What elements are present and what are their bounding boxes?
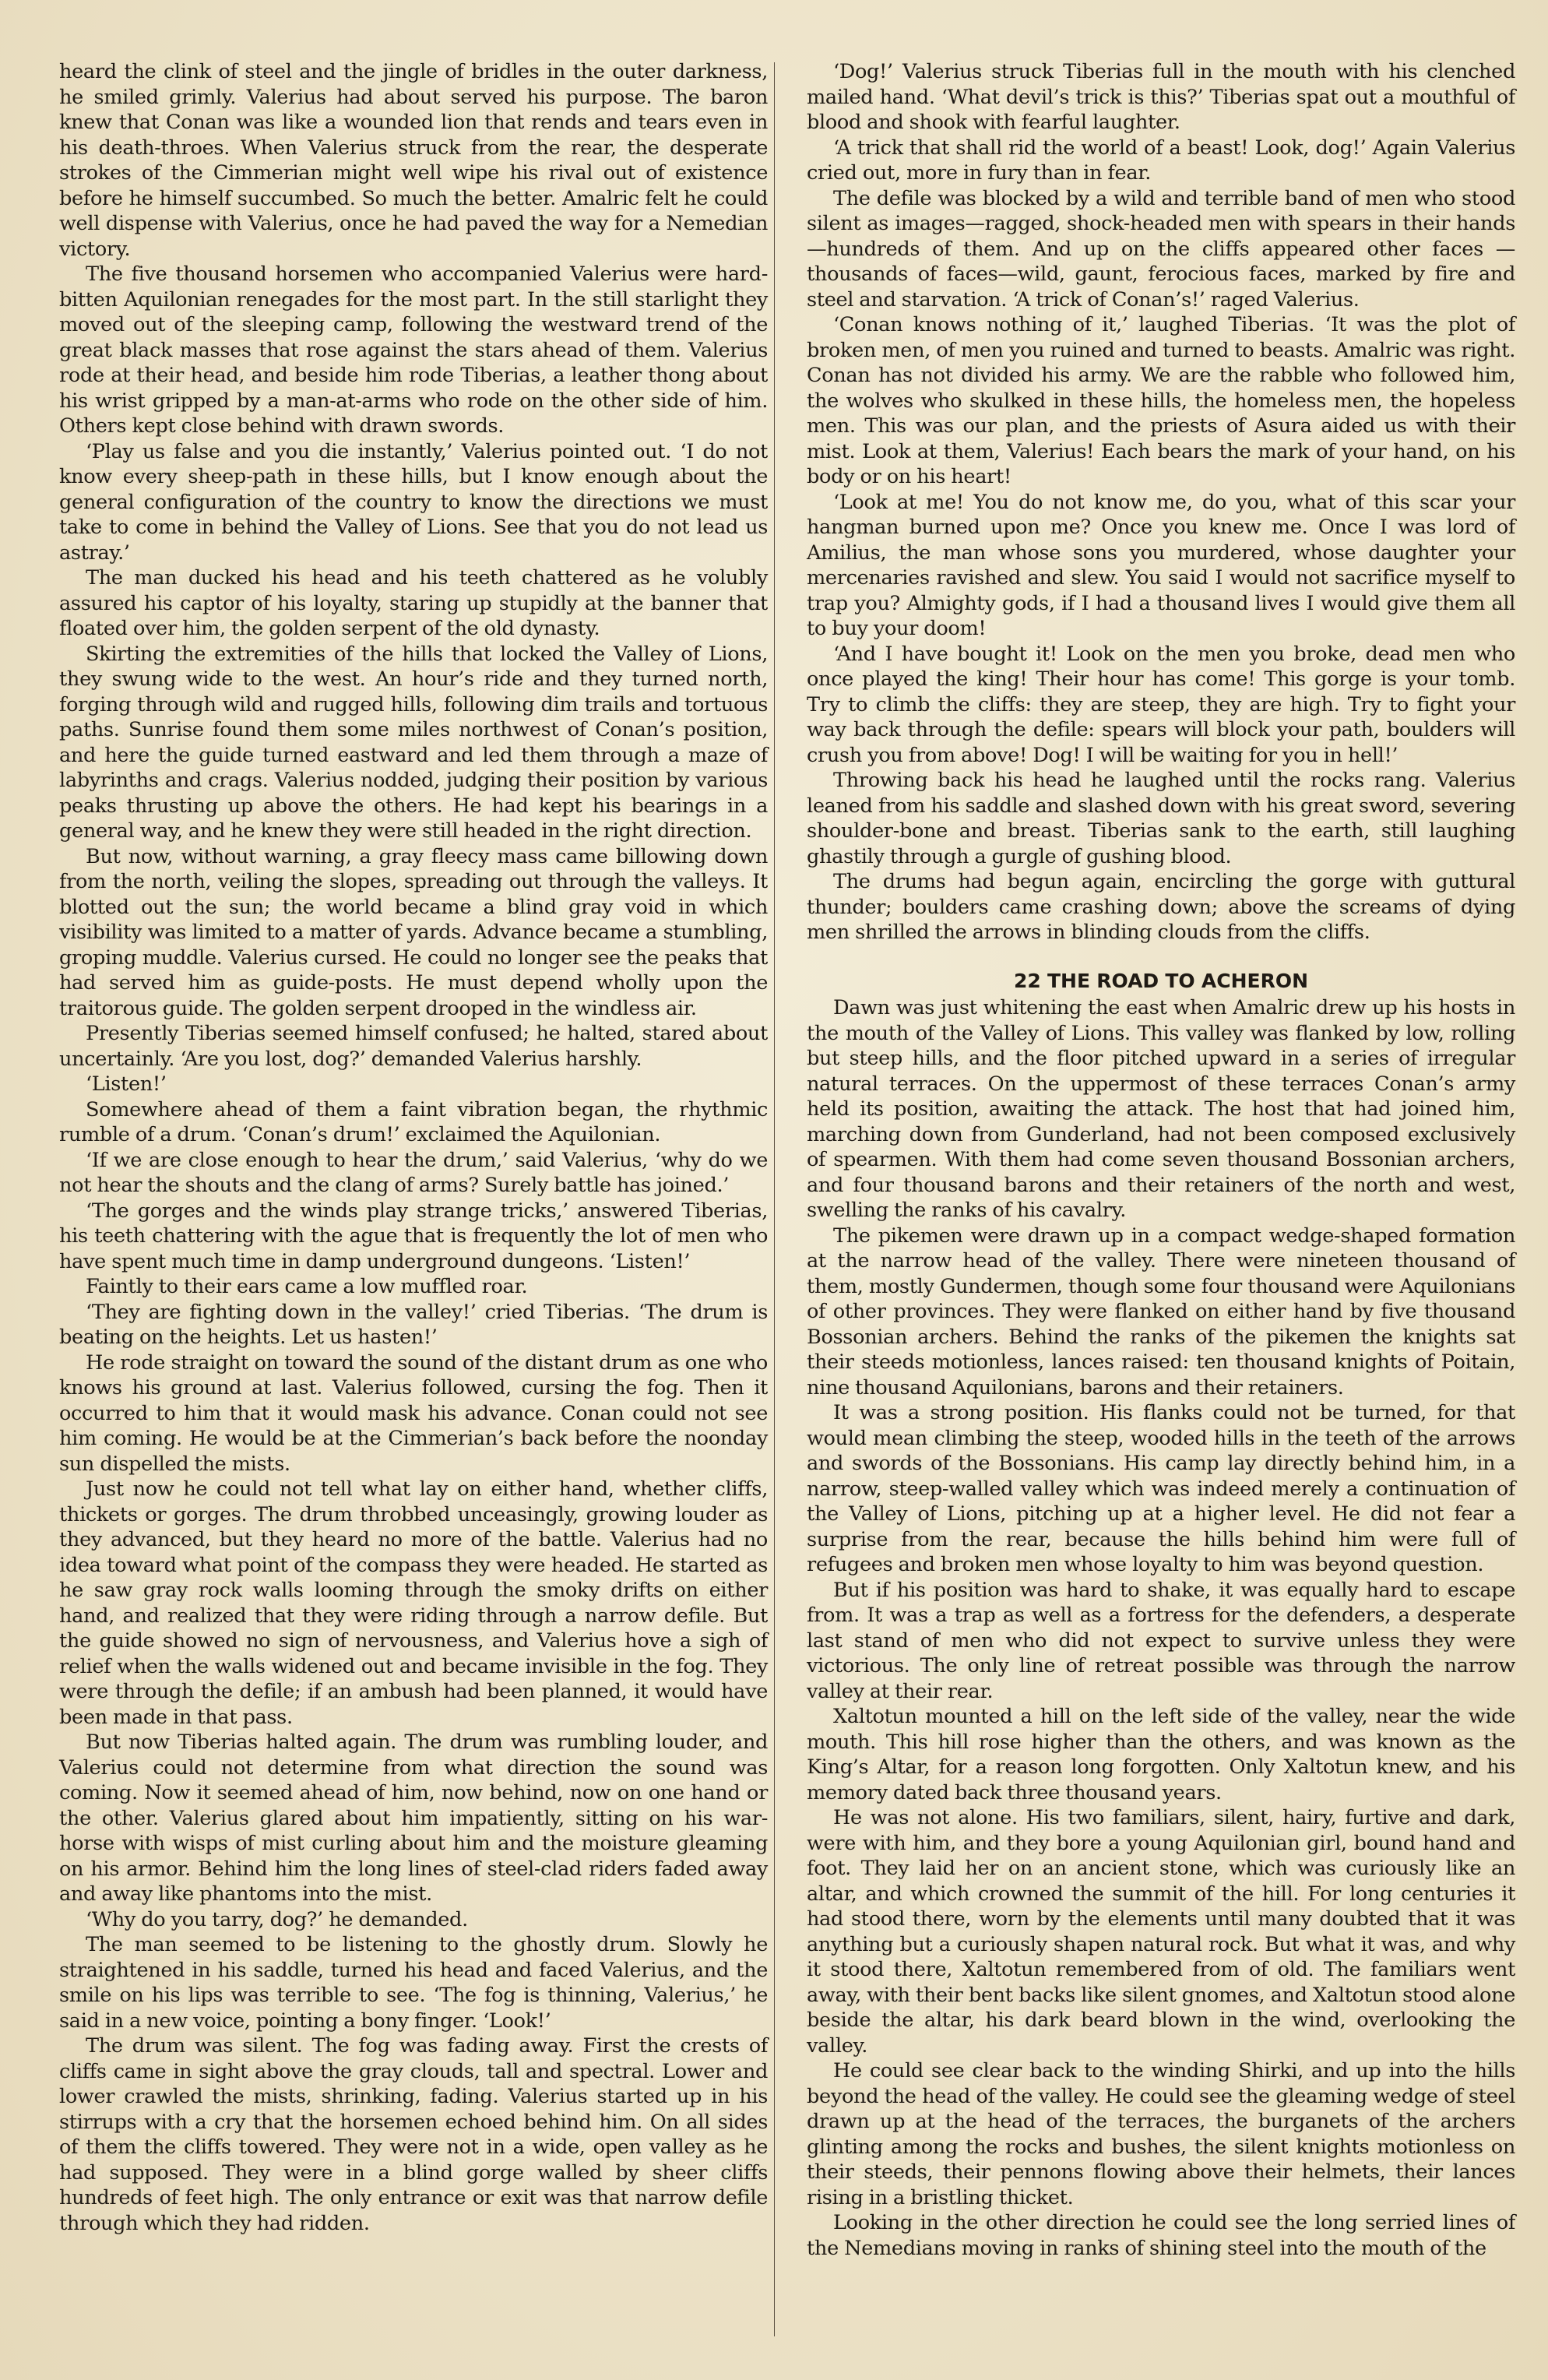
paragraph: Presently Tiberias seemed himself confused; he halted, stared about uncertainly. ‘Are you lost, dog?’ demanded Valerius harshly. [59,1022,768,1071]
left-text-column [59,59,768,2236]
chapter-heading: 22 THE ROAD TO ACHERON [1013,969,1309,992]
paragraph: Xaltotun mounted a hill on the left side of the valley, near the wide mouth. This hill rose higher than the others, and was known as the King’s Altar, for a reason long forgotten. Only Xaltotun knew, and his memory dated back three thousand years. [807,1705,1515,1804]
paragraph: Somewhere ahead of them a faint vibration began, the rhythmic rumble of a drum. ‘Conan’s drum!’ exclaimed the Aquilonian. [59,1097,768,1146]
paragraph: Just now he could not tell what lay on either hand, whether cliffs, thickets or gorges. The drum throbbed unceasingly, growing louder as they advanced, but they heard no more of the battle. Valerius had no idea toward what point of the compass they were headed. He started as he saw gray rock walls looming through the smoky drifts on either hand, and realized that they were riding through a narrow defile. But the guide showed no sign of nervousness, and Valerius hove a sigh of relief when the walls widened out and became invisible in the fog. They were through the defile; if an ambush had been planned, it would have been made in that pass. [59,1477,768,1729]
paragraph: ‘If we are close enough to hear the drum,’ said Valerius, ‘why do we not hear the shouts and the clang of arms? Surely battle has joined.’ [59,1148,768,1197]
paragraph: The drum was silent. The fog was fading away. First the crests of cliffs came in sight above the gray clouds, tall and spectral. Lower and lower crawled the mists, shrinking, fading. Valerius started up in his stirrups with a cry that the horsemen echoed behind him. On all sides of them the cliffs towered. They were not in a wide, open valley as he had supposed. They were in a blind gorge walled by sheer cliffs hundreds of feet high. The only entrance or exit was that narrow defile through which they had ridden. [59,2034,768,2235]
paragraph: Dawn was just whitening the east when Amalric drew up his hosts in the mouth of the Valley of Lions. This valley was flanked by low, rolling but steep hills, and the floor pitched upward in a series of irregular natural terraces. On the uppermost of these terraces Conan’s army held its position, awaiting the attack. The host that had joined him, marching down from Gunderland, had not been composed exclusively of spearmen. With them had come seven thousand Bossonian archers, and four thousand barons and their retainers of the north and west, swelling the ranks of his cavalry. [807,996,1515,1222]
right-text-column [807,59,1515,2261]
paragraph: The man ducked his head and his teeth chattered as he volubly assured his captor of his loyalty, staring up stupidly at the banner that floated over him, the golden serpent of the old dynasty. [59,566,768,640]
paragraph: ‘Listen!’ [86,1072,167,1096]
column-divider [774,62,775,2336]
paragraph: He could see clear back to the winding Shirki, and up into the hills beyond the head of the valley. He could see the gleaming wedge of steel drawn up at the head of the terraces, the burganets of the archers glinting among the rocks and bushes, the silent knights motionless on their steeds, their pennons flowing above their helmets, their lances rising in a bristling thicket. [807,2059,1515,2209]
paragraph: He was not alone. His two familiars, silent, hairy, furtive and dark, were with him, and they bore a young Aquilonian girl, bound hand and foot. They laid her on an ancient stone, which was curiously like an altar, and which crowned the summit of the hill. For long centuries it had stood there, worn by the elements until many doubted that it was anything but a curiously shapen natural rock. But what it was, and why it stood there, Xaltotun remembered from of old. The familiars went away, with their bent backs like silent gnomes, and Xaltotun stood alone beside the altar, his dark beard blown in the wind, overlooking the valley. [807,1806,1515,2058]
paragraph: ‘Conan knows nothing of it,’ laughed Tiberias. ‘It was the plot of broken men, of men you ruined and turned to beasts. Amalric was right. Conan has not divided his army. We are the rabble who followed him, the wolves who skulked in these hills, the homeless men, the hopeless men. This was our plan, and the priests of Asura aided us with their mist. Look at them, Valerius! Each bears the mark of your hand, on his body or on his heart! [807,313,1515,488]
paragraph: ‘A trick that shall rid the world of a beast! Look, dog!’ Again Valerius cried out, more in fury than in fear. [807,136,1515,185]
paragraph: Throwing back his head he laughed until the rocks rang. Valerius leaned from his saddle and slashed down with his great sword, severing shoulder-bone and breast. Tiberias sank to the earth, still laughing ghastily through a gurgle of gushing blood. [807,769,1515,868]
paragraph: ‘Why do you tarry, dog?’ he demanded. [86,1907,468,1931]
paragraph: The five thousand horsemen who accompanied Valerius were hard-bitten Aquilonian renegades for the most part. In the still starlight they moved out of the sleeping camp, following the westward trend of the great black masses that rose against the stars ahead of them. Valerius rode at their head, and beside him rode Tiberias, a leather thong about his wrist gripped by a man-at-arms who rode on the other side of him. Others kept close behind with drawn swords. [59,262,768,438]
paragraph: ‘Look at me! You do not know me, do you, what of this scar your hangman burned upon me? Once you knew me. Once I was lord of Amilius, the man whose sons you murdered, whose daughter your mercenaries ravished and slew. You said I would not sacrifice myself to trap you? Almighty gods, if I had a thousand lives I would give them all to buy your doom! [807,490,1515,640]
paragraph: The man seemed to be listening to the ghostly drum. Slowly he straightened in his saddle, turned his head and faced Valerius, and the smile on his lips was terrible to see. ‘The fog is thinning, Valerius,’ he said in a new voice, pointing a bony finger. ‘Look!’ [59,1933,768,2033]
paragraph: The drums had begun again, encircling the gorge with guttural thunder; boulders came crashing down; above the screams of dying men shrilled the arrows in blinding clouds from the cliffs. [807,870,1515,944]
paragraph: Looking in the other direction he could see the long serried lines of the Nemedians moving in ranks of shining steel into the mouth of the [807,2211,1515,2260]
paragraph: But now, without warning, a gray fleecy mass came billowing down from the north, veiling the slopes, spreading out through the valleys. It blotted out the sun; the world became a blind gray void in which visibility was limited to a matter of yards. Advance became a stumbling, groping muddle. Valerius cursed. He could no longer see the peaks that had served him as guide-posts. He must depend wholly upon the traitorous guide. The golden serpent drooped in the windless air. [59,844,768,1020]
paragraph: But if his position was hard to shake, it was equally hard to escape from. It was a trap as well as a fortress for the defenders, a desperate last stand of men who did not expect to survive unless they were victorious. The only line of retreat possible was through the narrow valley at their rear. [807,1578,1515,1703]
paragraph: Skirting the extremities of the hills that locked the Valley of Lions, they swung wide to the west. An hour’s ride and they turned north, forging through wild and rugged hills, following dim trails and tortuous paths. Sunrise found them some miles northwest of Conan’s position, and here the guide turned eastward and led them through a maze of labyrinths and crags. Valerius nodded, judging their position by various peaks thrusting up above the others. He had kept his bearings in a general way, and he knew they were still headed in the right direction. [59,642,768,843]
paragraph: The defile was blocked by a wild and terrible band of men who stood silent as images—ragged, shock-headed men with spears in their hands—hundreds of them. And up on the cliffs appeared other faces —thousands of faces—wild, gaunt, ferocious faces, marked by fire and steel and starvation. ‘A trick of Conan’s!’ raged Valerius. [807,186,1515,312]
paragraph: It was a strong position. His flanks could not be turned, for that would mean climbing the steep, wooded hills in the teeth of the arrows and swords of the Bossonians. His camp lay directly behind him, in a narrow, steep-walled valley which was indeed merely a continuation of the Valley of Lions, pitching up at a higher level. He did not fear a surprise from the rear, because the hills behind him were full of refugees and broken men whose loyalty to him was beyond question. [807,1401,1515,1576]
paragraph: ‘They are fighting down in the valley!’ cried Tiberias. ‘The drum is beating on the heights. Let us hasten!’ [59,1300,768,1349]
paragraph: ‘The gorges and the winds play strange tricks,’ answered Tiberias, his teeth chattering with the ague that is frequently the lot of men who have spent much time in damp underground dungeons. ‘Listen!’ [59,1199,768,1273]
paragraph: ‘And I have bought it! Look on the men you broke, dead men who once played the king! Their hour has come! This gorge is your tomb. Try to climb the cliffs: they are steep, they are high. Try to fight your way back through the defile: spears will block your path, boulders will crush you from above! Dog! I will be waiting for you in hell!’ [807,642,1515,767]
paragraph: heard the clink of steel and the jingle of bridles in the outer darkness, he smiled grimly. Valerius had about served his purpose. The baron knew that Conan was like a wounded lion that rends and tears even in his death-throes. When Valerius struck from the rear, the desperate strokes of the Cimmerian might well wipe his rival out of existence before he himself succumbed. So much the better. Amalric felt he could well dispense with Valerius, once he had paved the way for a Nemedian victory. [59,60,768,261]
paragraph: ‘Play us false and you die instantly,’ Valerius pointed out. ‘I do not know every sheep-path in these hills, but I know enough about the general configuration of the country to know the directions we must take to come in behind the Valley of Lions. See that you do not lead us astray.’ [59,439,768,565]
paragraph: ‘Dog!’ Valerius struck Tiberias full in the mouth with his clenched mailed hand. ‘What devil’s trick is this?’ Tiberias spat out a mouthful of blood and shook with fearful laughter. [807,60,1515,134]
paragraph: Faintly to their ears came a low muffled roar. [86,1275,528,1298]
paragraph: The pikemen were drawn up in a compact wedge-shaped formation at the narrow head of the valley. There were nineteen thousand of them, mostly Gundermen, though some four thousand were Aquilonians of other provinces. They were flanked on either hand by five thousand Bossonian archers. Behind the ranks of the pikemen the knights sat their steeds motionless, lances raised: ten thousand knights of Poitain, nine thousand Aquilonians, barons and their retainers. [807,1223,1515,1399]
paragraph: He rode straight on toward the sound of the distant drum as one who knows his ground at last. Valerius followed, cursing the fog. Then it occurred to him that it would mask his advance. Conan could not see him coming. He would be at the Cimmerian’s back before the noonday sun dispelled the mists. [59,1350,768,1476]
paragraph: But now Tiberias halted again. The drum was rumbling louder, and Valerius could not determine from what direction the sound was coming. Now it seemed ahead of him, now behind, now on one hand or the other. Valerius glared about him impatiently, sitting on his war-horse with wisps of mist curling about him and the moisture gleaming on his armor. Behind him the long lines of steel-clad riders faded away and away like phantoms into the mist. [59,1730,768,1906]
